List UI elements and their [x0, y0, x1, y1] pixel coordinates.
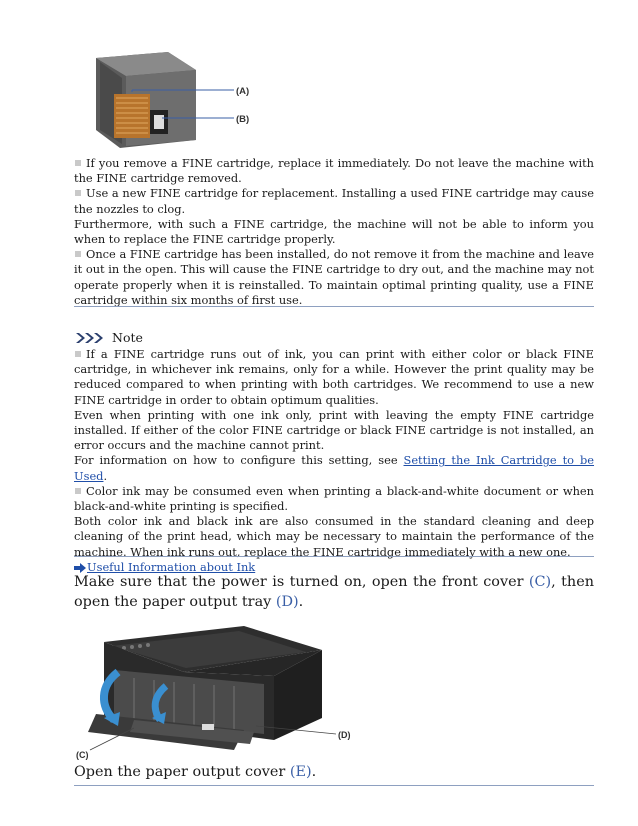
bullet-icon [75, 160, 81, 166]
note-heading [76, 330, 143, 346]
label-c: (C) [76, 750, 89, 760]
caution-item: If you remove a FINE cartridge, replace it immediately. Do not leave the machine with the FINE cartridge removed. [74, 156, 594, 186]
reference-arrow-icon [74, 563, 86, 573]
divider [74, 785, 594, 786]
caution-item: Furthermore, with such a FINE cartridge, the machine will not be able to inform you when to replace the FINE cartridge properly. [74, 216, 594, 247]
label-b: (B) [236, 114, 250, 125]
bullet-icon [75, 251, 81, 257]
label-a: (A) [236, 86, 250, 97]
cautions-block [74, 156, 594, 308]
bullet-icon [75, 190, 81, 196]
bullet-icon [75, 488, 81, 494]
setting-ink-cartridge-link[interactable]: Setting the Ink Cartridge to be Used [74, 453, 595, 483]
divider [74, 306, 594, 307]
printer-figure [74, 622, 374, 762]
step-open-output-cover: Open the paper output cover (E). [74, 764, 317, 780]
note-arrows-icon [76, 332, 106, 344]
step-open-cover: Make sure that the power is turned on, open the front cover (C), then open the paper output tray (D). [74, 574, 594, 610]
useful-info-ink-link[interactable]: Useful Information about Ink [87, 559, 256, 574]
caution-item: Use a new FINE cartridge for replacement. Installing a used FINE cartridge may cause the nozzles to clog. [74, 186, 594, 216]
divider [74, 556, 594, 557]
note-label: Note [112, 330, 143, 345]
bullet-icon [75, 351, 81, 357]
label-d: (D) [338, 730, 351, 740]
caution-item: Once a FINE cartridge has been installed, do not remove it from the machine and leave it out in the open. This will cause the FINE cartridge to dry out, and the machine may not operate properly when it is reinstalled. To maintain optimal printing quality, use a FINE cartridge within six months of first use. [74, 247, 594, 307]
note-block: If a FINE cartridge runs out of ink, you can print with either color or black FINE cartridge, in whichever ink remains, only for a while. However the print quality may be reduced compared to when printing with both cartridges. We recommend to use a new FINE cartridge in order to obtain optimum qualities. Even when printing with one ink only, print with leaving the empty FINE cartridge installed. If either of the color FINE cartridge or black FINE cartridge is not installed, an error occurs and the machine cannot print. For information on how to configure this setting, see Setting the Ink Cartridge to be Used. Color ink may be consumed even when printing a black-and-white document or when black-and-white printing is specified. Both color ink and black ink are also consumed in the standard cleaning and deep cleaning of the print head, which may be necessary to maintain the performance of the machine. When ink runs out, replace the FINE cartridge immediately with a new one. Useful Information about Ink [74, 347, 595, 574]
fine-cartridge-figure [78, 40, 268, 155]
